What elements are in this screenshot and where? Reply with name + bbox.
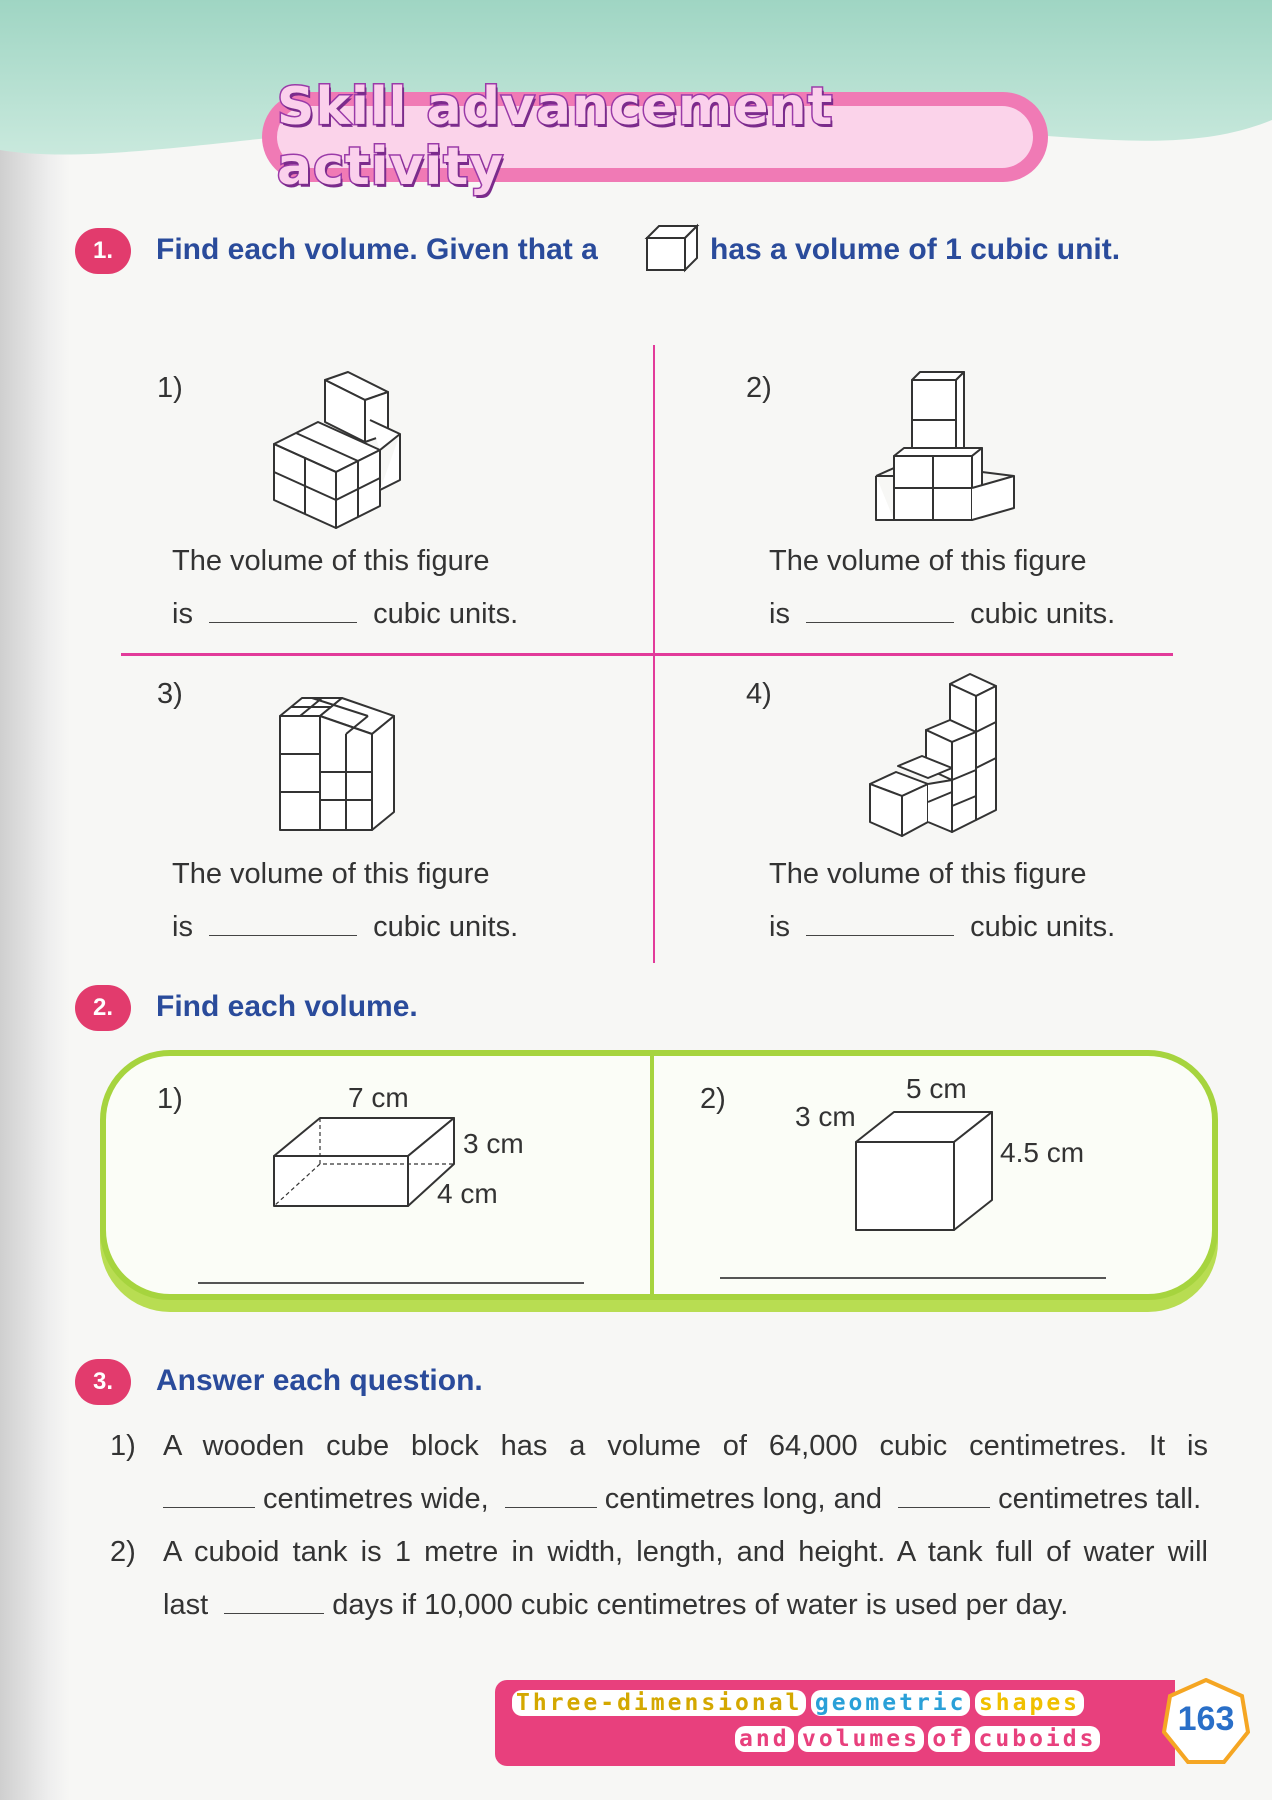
footer-word-4: and — [735, 1726, 794, 1752]
q2-answer-panel — [100, 1050, 1218, 1300]
q1-item2-label: 2) — [746, 372, 772, 404]
footer-word-7: cuboids — [975, 1726, 1101, 1752]
q1-item4-line1: The volume of this figure — [769, 858, 1087, 890]
q3-item2-line1: A cuboid tank is 1 metre in width, length, and height. A tank full of water will — [163, 1536, 1208, 1568]
q1-item2-line1: The volume of this figure — [769, 545, 1087, 577]
q1-item3-line2 — [172, 911, 518, 944]
q1-number-badge: 1. — [75, 228, 131, 274]
footer-word-3: shapes — [975, 1690, 1084, 1716]
q1-item4-is: is — [769, 911, 790, 943]
footer-word-1: Three-dimensional — [512, 1690, 806, 1716]
q3-item1-line2 — [163, 1483, 1201, 1516]
q1-item3-cube-figure — [276, 694, 398, 832]
q2-item2-label: 2) — [700, 1083, 726, 1115]
q1-item4-cube-figure — [866, 672, 1002, 840]
q1-item3-suffix: cubic units. — [373, 911, 519, 943]
q3-item2-label: 2) — [110, 1536, 136, 1568]
q3-item1-length-blank[interactable] — [505, 1507, 597, 1508]
q1-item3-is: is — [172, 911, 193, 943]
q1-item4-line2 — [769, 911, 1115, 944]
q1-item2-suffix: cubic units. — [970, 598, 1116, 630]
q2-item1-label: 1) — [157, 1083, 183, 1115]
q2-heading: Find each volume. — [156, 990, 418, 1023]
q2-number-badge: 2. — [75, 985, 131, 1031]
unit-cube-icon — [643, 220, 701, 274]
q1-item1-cube-figure — [270, 370, 410, 530]
q2-item1-height-label: 3 cm — [463, 1128, 524, 1159]
q1-horizontal-divider — [121, 653, 1173, 656]
q3-item2-days-blank[interactable] — [224, 1613, 324, 1614]
q3-item1-part-b: centimetres long, and — [604, 1483, 882, 1515]
q3-item1-line1: A wooden cube block has a volume of 64,000 cubic centimetres. It is — [163, 1430, 1208, 1462]
q2-item1-length-label: 7 cm — [348, 1082, 409, 1113]
q3-item2-part-a: last — [163, 1589, 209, 1621]
q2-item1-answer-line[interactable] — [198, 1282, 584, 1284]
q1-item1-line1: The volume of this figure — [172, 545, 490, 577]
q1-item4-answer-blank[interactable] — [806, 935, 954, 936]
page-title: Skill advancement activity — [277, 77, 834, 197]
q3-item2-line2 — [163, 1589, 1068, 1622]
title-banner-inner — [277, 77, 1033, 197]
q1-item1-is: is — [172, 598, 193, 630]
footer-word-5: volumes — [798, 1726, 924, 1752]
q1-item1-suffix: cubic units. — [373, 598, 519, 630]
q1-heading-part2: has a volume of 1 cubic unit. — [710, 233, 1121, 266]
q3-item1-height-blank[interactable] — [898, 1507, 990, 1508]
q1-item3-label: 3) — [157, 678, 183, 710]
q3-item2-part-b: days if 10,000 cubic centimetres of water is used per day. — [332, 1589, 1069, 1621]
q2-item2-height-label: 4.5 cm — [1000, 1137, 1085, 1168]
q3-heading: Answer each question. — [156, 1364, 483, 1397]
q3-item1-label: 1) — [110, 1430, 136, 1462]
q1-item2-line2 — [769, 598, 1115, 631]
q1-item3-answer-blank[interactable] — [209, 935, 357, 936]
footer-word-6: of — [928, 1726, 970, 1752]
q2-item2-depth-label: 3 cm — [795, 1101, 856, 1132]
q1-item2-cube-figure — [872, 368, 1017, 528]
footer-line2 — [735, 1726, 1165, 1752]
q1-item4-label: 4) — [746, 678, 772, 710]
q1-item1-line2 — [172, 598, 518, 631]
footer-word-2: geometric — [811, 1690, 971, 1716]
title-banner — [262, 77, 1048, 197]
q2-item2-width-label: 5 cm — [906, 1073, 967, 1104]
q2-item2-cuboid-figure — [852, 1108, 996, 1234]
q3-item1-width-blank[interactable] — [163, 1507, 255, 1508]
footer-line1 — [512, 1690, 1162, 1716]
q1-heading-part1: Find each volume. Given that a — [156, 233, 598, 266]
q1-item2-is: is — [769, 598, 790, 630]
q2-panel-divider — [650, 1056, 654, 1294]
q2-item1-depth-label: 4 cm — [437, 1178, 498, 1209]
q3-item1-part-a: centimetres wide, — [263, 1483, 489, 1515]
page-number: 163 — [1177, 1700, 1235, 1738]
page-spine-shadow — [0, 0, 70, 1800]
q3-item1-part-c: centimetres tall. — [998, 1483, 1202, 1515]
q2-item2-answer-line[interactable] — [720, 1277, 1106, 1279]
q3-number-badge: 3. — [75, 1359, 131, 1405]
q1-item2-answer-blank[interactable] — [806, 622, 954, 623]
q1-item1-answer-blank[interactable] — [209, 622, 357, 623]
q1-item3-line1: The volume of this figure — [172, 858, 490, 890]
q1-item4-suffix: cubic units. — [970, 911, 1116, 943]
q2-item1-cuboid-figure — [270, 1112, 460, 1210]
q1-item1-label: 1) — [157, 372, 183, 404]
